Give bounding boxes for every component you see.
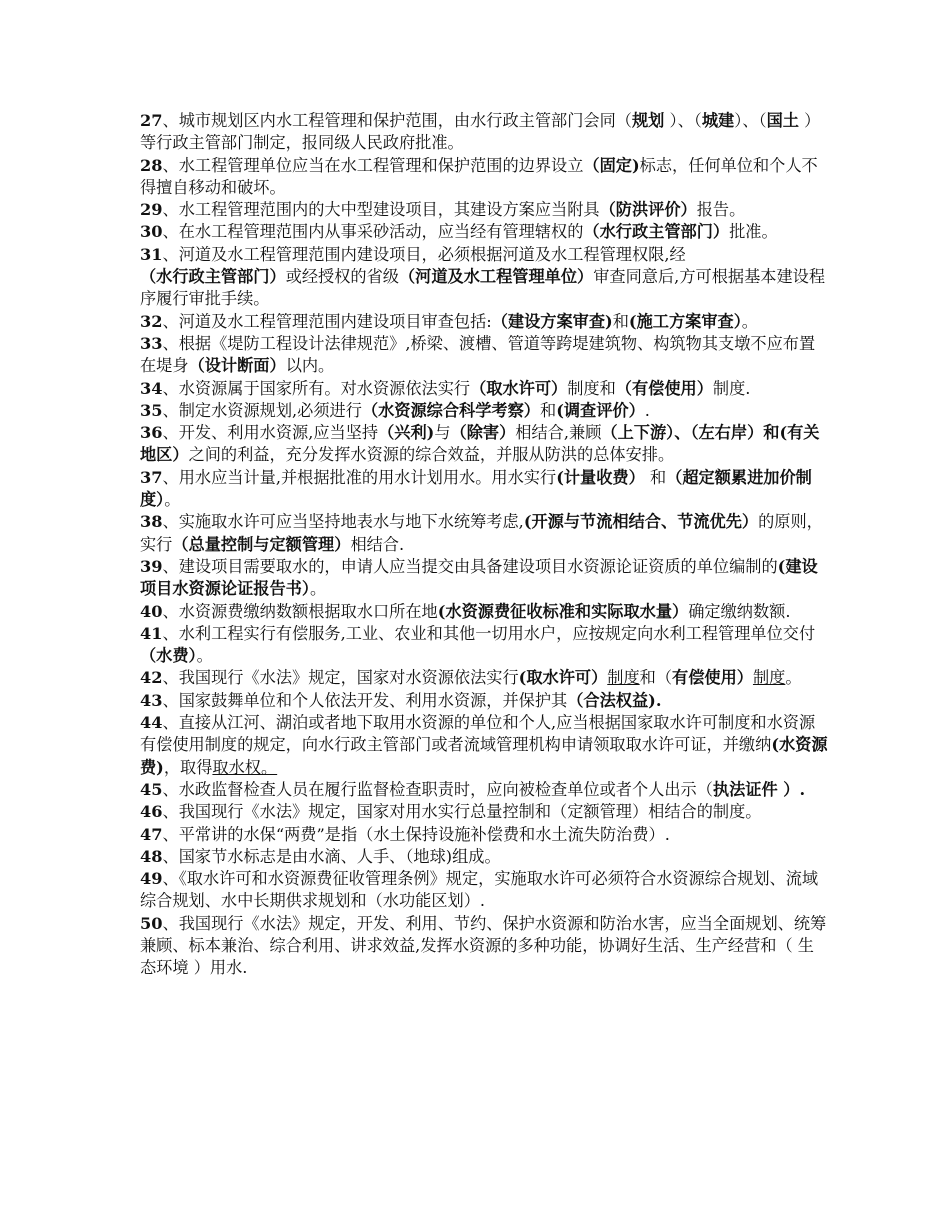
answer-text: （固定) [583, 155, 640, 175]
question-text: 之间的利益，充分发挥水资源的综合效益，并服从防洪的总体安排。 [188, 445, 675, 465]
answer-text: （总量控制与定额管理） [172, 534, 351, 554]
question-text: 制度和 [567, 378, 616, 398]
document-page [140, 110, 830, 980]
question-item-31 [140, 244, 830, 311]
question-item-45 [140, 779, 830, 801]
answer-text: (建设项目水资源论证报告书） [140, 556, 818, 599]
answer-text: （取水许可） [470, 378, 568, 398]
question-number: 38 [140, 512, 163, 532]
question-text: 、河道及水工程管理范围内建设项目审查包括: [162, 311, 492, 331]
question-text: 。 [309, 579, 327, 599]
question-item-37 [140, 467, 830, 512]
question-text: 与 [434, 423, 451, 443]
question-text: 审查同意后,方可根据基本建设程序履行审批手续。 [140, 267, 826, 309]
question-item-34 [140, 378, 830, 400]
question-number: 37 [140, 467, 163, 487]
question-item-28 [140, 155, 830, 200]
question-item-32 [140, 311, 830, 333]
question-number: 45 [140, 779, 163, 799]
question-number: 49 [140, 869, 163, 889]
answer-text: （水行政主管部门） [583, 222, 730, 242]
question-text: 的原则，实行 [140, 512, 823, 554]
question-number: 27 [140, 111, 163, 130]
question-item-43 [140, 690, 830, 712]
question-text: 相结合,兼顾 [515, 423, 602, 443]
question-text: ）、（ [664, 111, 702, 130]
question-text: 制度. [712, 378, 751, 398]
question-item-42 [140, 667, 830, 689]
question-item-40 [140, 601, 830, 623]
question-text: 、水工程管理单位应当在水工程管理和保护范围的边界设立 [162, 155, 584, 175]
answer-text: （除害） [450, 423, 516, 443]
question-text: 、国家节水标志是由水滴、人手、（地球)组成。 [162, 846, 501, 866]
question-number: 42 [140, 668, 163, 688]
question-text: 以内。 [285, 356, 335, 376]
answer-text: (调查评价） [556, 400, 645, 420]
question-number: 43 [140, 690, 163, 710]
answer-text: （合法权益). [567, 690, 662, 710]
question-text: 、我国现行《水法》规定，国家对水资源依法实行 [162, 668, 519, 688]
question-item-47 [140, 824, 830, 846]
question-item-29 [140, 199, 830, 221]
question-text: 。 [164, 490, 181, 510]
question-text: 批准。 [729, 222, 778, 242]
question-item-41 [140, 623, 830, 668]
question-item-30 [140, 221, 830, 243]
question-number: 46 [140, 802, 163, 822]
question-number: 34 [140, 378, 163, 398]
question-text: 、河道及水工程管理范围内建设项目，必须根据河道及水工程管理权限,经 [162, 244, 686, 264]
answer-text: 执法证件 ）. [712, 779, 806, 799]
question-item-35 [140, 400, 830, 422]
question-text: 、水资源费缴纳数额根据取水口所在地 [162, 601, 438, 621]
answer-text: （水费） [140, 646, 197, 666]
question-text: 制度 [752, 668, 786, 688]
question-text: 标志，任何单位和个人不得擅自移动和破坏。 [140, 155, 818, 197]
question-text: 。 [741, 311, 758, 331]
answer-text: （上下游）、（左右岸）和(有关地区） [140, 423, 820, 465]
answer-text: （防洪评价） [599, 200, 697, 220]
question-number: 29 [140, 200, 163, 220]
answer-text: （河道及水工程管理单位） [399, 267, 594, 287]
question-text: 相结合. [350, 534, 405, 554]
answer-text: (水资源费征收标准和实际取水量） [437, 601, 689, 621]
question-text: 取水权。 [212, 757, 278, 777]
question-number: 48 [140, 846, 163, 866]
question-text: 和 [644, 467, 667, 487]
question-number: 44 [140, 713, 163, 733]
answer-text: （兴利) [378, 423, 435, 443]
question-number: 35 [140, 400, 163, 420]
answer-text: (取水许可） [518, 668, 608, 688]
question-item-49 [140, 868, 830, 913]
question-item-38 [140, 511, 830, 556]
question-text: ）、（ [734, 111, 767, 130]
answer-text: (计量收费） [556, 467, 645, 487]
answer-text: （建设方案审查) [491, 311, 613, 331]
question-text: 制度 [607, 668, 640, 688]
question-text: 、城市规划区内水工程管理和保护范围，由水行政主管部门会同（ [162, 111, 632, 130]
answer-text: (水资源费) [140, 735, 828, 777]
answer-text: 城建 [701, 111, 735, 130]
question-text: 、水工程管理范围内的大中型建设项目，其建设方案应当附具 [162, 200, 600, 220]
question-text: 。 [196, 646, 213, 666]
question-text: 、水利工程实行有偿服务,工业、农业和其他一切用水户，应按规定向水利工程管理单位交付 [162, 623, 816, 643]
question-text: . [644, 400, 650, 420]
question-text: 、水资源属于国家所有。对水资源依法实行 [162, 378, 471, 398]
question-text: 、根据《堤防工程设计法律规范》,桥梁、渡槽、管道等跨堤建筑物、构筑物其支墩不应布置在堤身 [140, 333, 816, 376]
question-text: 、用水应当计量,并根据批准的用水计划用水。用水实行 [162, 467, 557, 487]
question-number: 36 [140, 423, 163, 443]
question-text: 确定缴纳数额. [688, 601, 791, 621]
question-item-27 [140, 110, 830, 155]
question-number: 47 [140, 824, 163, 844]
question-number: 28 [140, 155, 163, 175]
question-text: 、实施取水许可应当坚持地表水与地下水统筹考虑, [162, 512, 524, 532]
question-text: 、制定水资源规划,必须进行 [162, 400, 362, 420]
answer-text: （水资源综合科学考察） [361, 400, 540, 420]
question-item-36 [140, 422, 830, 467]
question-text: 、国家鼓舞单位和个人依法开发、利用水资源，并保护其 [162, 690, 568, 710]
question-text: 、在水工程管理范围内从事采砂活动，应当经有管理辖权的 [162, 222, 584, 242]
question-item-33 [140, 333, 830, 378]
question-text: 和（ [639, 668, 673, 688]
question-text: 或经授权的省级 [285, 267, 399, 287]
question-item-46 [140, 801, 830, 823]
question-text: ）等行政主管部门制定，报同级人民政府批准。 [140, 111, 821, 153]
question-text: 、直接从江河、湖泊或者地下取用水资源的单位和个人,应当根据国家取水许可制度和水资源有偿使用制度的规定，向水行政主管部门或者流域管理机构申请领取取水许可证，并缴纳 [140, 713, 816, 755]
answer-text: 有偿使用） [672, 668, 753, 688]
question-number: 32 [140, 311, 163, 331]
question-number: 31 [140, 244, 163, 264]
answer-text: (开源与节流相结合、节流优先） [523, 512, 759, 532]
question-text: 、平常讲的水保“两费”是指（水土保持设施补偿费和水土流失防治费）. [162, 824, 670, 844]
question-item-50 [140, 913, 830, 980]
question-number: 40 [140, 601, 163, 621]
question-text: 、《取水许可和水资源费征收管理条例》规定，实施取水许可必须符合水资源综合规划、流域综合规划、水中长期供求规划和（水功能区划）. [140, 869, 819, 911]
question-text: 、水政监督检查人员在履行监督检查职责时，应向被检查单位或者个人出示（ [162, 779, 713, 799]
question-text: 报告。 [696, 200, 746, 220]
answer-text: (施工方案审查） [628, 311, 742, 331]
answer-text: 国土 [766, 111, 799, 130]
question-text: 、开发、利用水资源,应当坚持 [162, 423, 379, 443]
answer-text: （水行政主管部门） [140, 267, 286, 287]
question-number: 30 [140, 222, 163, 242]
question-text: 、建设项目需要取水的，申请人应当提交由具备建设项目水资源论证资质的单位编制的 [162, 556, 778, 576]
question-text: 、我国现行《水法》规定，开发、利用、节约、保护水资源和防治水害，应当全面规划、统筹兼顾、标本兼治、综合利用、讲求效益,发挥水资源的多种功能，协调好生活、生产经营和（ 生态环境 ）用水. [140, 913, 827, 978]
question-number: 50 [140, 913, 163, 933]
question-text: 和 [612, 311, 629, 331]
question-item-48 [140, 846, 830, 868]
question-item-39 [140, 556, 830, 601]
answer-text: （超定额累进加价制度） [140, 467, 812, 510]
question-number: 39 [140, 556, 163, 576]
question-text: 、我国现行《水法》规定，国家对用水实行总量控制和（定额管理）相结合的制度。 [162, 802, 762, 822]
question-number: 41 [140, 623, 163, 643]
question-number: 33 [140, 333, 163, 353]
answer-text: 规划 [631, 111, 665, 130]
question-item-44 [140, 712, 830, 779]
answer-text: （有偿使用） [615, 378, 713, 398]
question-text: 。 [785, 668, 802, 688]
question-text: ，取得 [163, 757, 213, 777]
question-text: 和 [540, 400, 557, 420]
answer-text: （设计断面） [188, 356, 286, 376]
